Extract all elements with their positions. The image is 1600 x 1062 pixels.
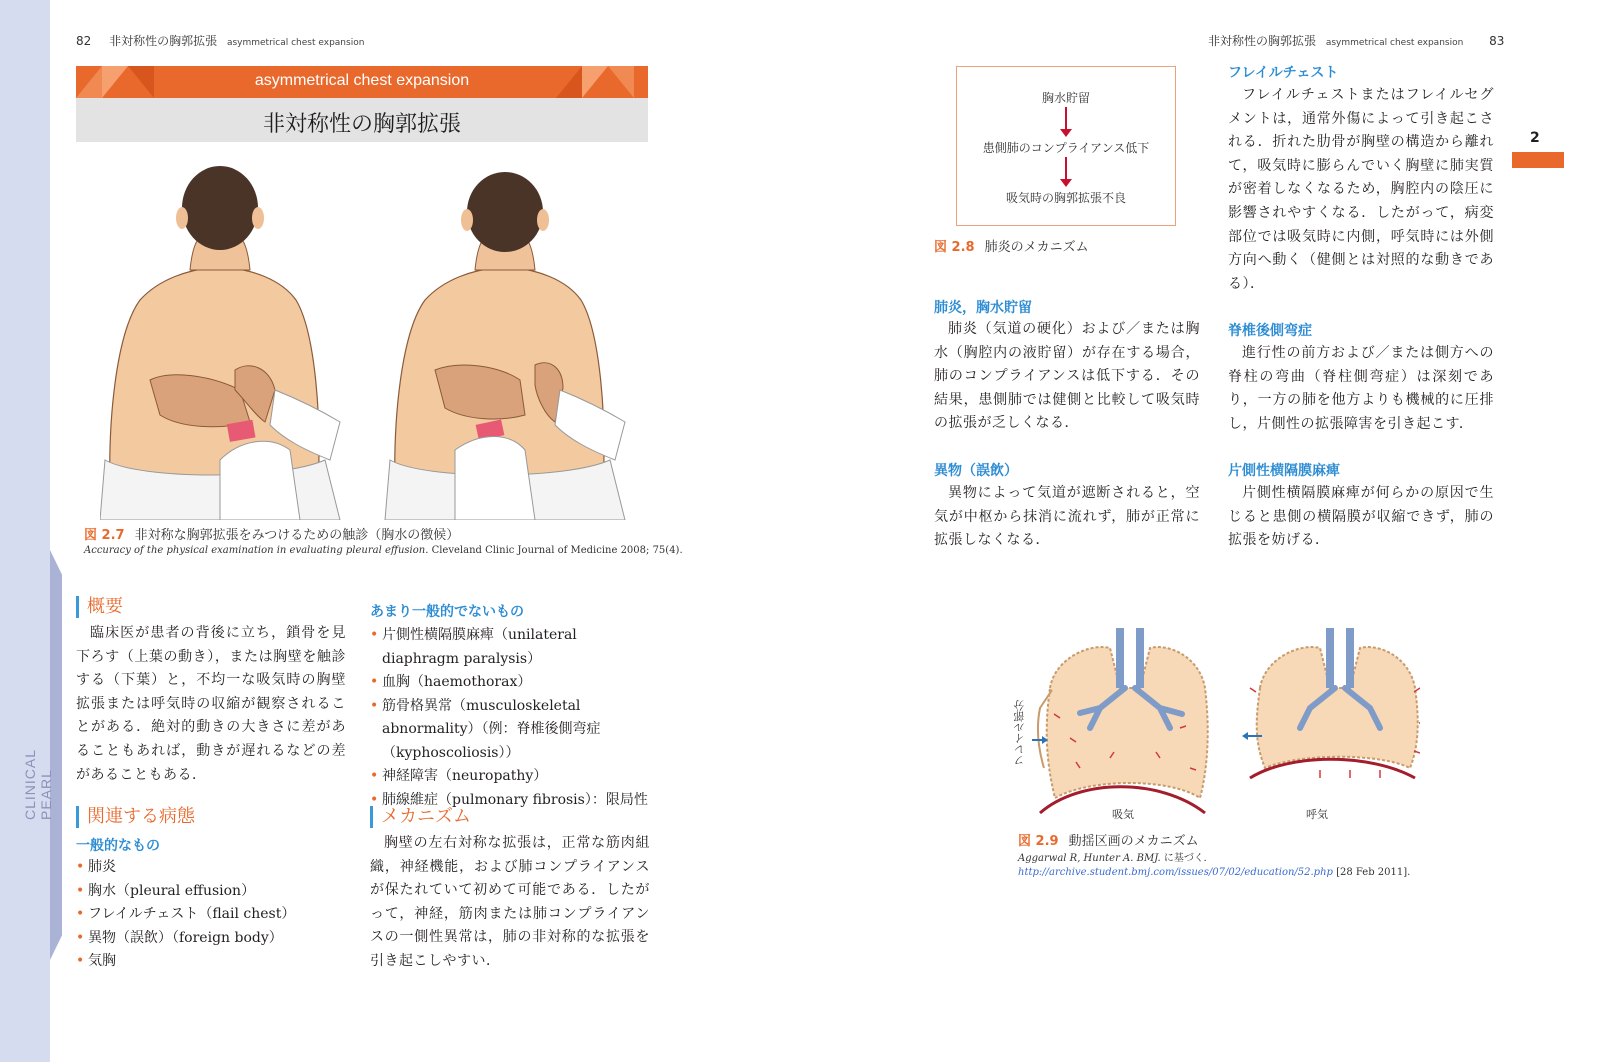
chapter-tab: [1512, 152, 1564, 168]
figure-2-7-caption-text: 非対称な胸郭拡張をみつけるための触診（胸水の徴候）: [134, 528, 460, 543]
figure-2-9-ref-authors: Aggarwal R, Hunter A. BMJ.: [1018, 853, 1161, 864]
running-head-right: [1208, 32, 1504, 49]
figure-2-9-lung-diagram: [1010, 628, 1420, 828]
list-item: • フレイルチェスト（flail chest）: [76, 903, 346, 927]
diaphragm-text: 片側性横隔膜麻痺が何らかの原因で生じると患側の横隔膜が収縮できず，肺の拡張を妨げる．: [1228, 485, 1494, 549]
overview-text: 臨床医が患者の背後に立ち，鎖骨を見下ろす（上葉の動き），または胸壁を触診する（下葉）と，不均一な吸気時の胸壁拡張または呼気時の収縮が観察されることがある．絶対的動きの大きさに差があることもあれば，動きが遅れるなどの差があることもある．: [76, 625, 346, 783]
flow-step-1: 胸水貯留: [1041, 91, 1090, 105]
flow-arrow-icon: [1065, 107, 1067, 131]
overview-heading: 概要: [76, 596, 123, 618]
expiration-label: 呼気: [1306, 808, 1328, 821]
mechanism-text: 胸壁の左右対称な拡張は，正常な筋肉組織，神経機能，および肺コンプライアンスが保たれていて初めて可能である．したがって，神経，筋肉または肺コンプライアンスの一側性異常は，肺の非対称的な拡張を引き起こしやすい．: [370, 835, 650, 969]
side-label: CLINICAL PEARL: [22, 749, 54, 820]
running-head-title: 非対称性の胸郭拡張: [1208, 34, 1317, 48]
foreign-body-heading: 異物（誤飲）: [934, 463, 1018, 479]
pneumonia-text: 肺炎（気道の硬化）および／または胸水（胸腔内の液貯留）が存在する場合，肺のコンプライアンスは低下する．その結果，患側肺では健側と比較して吸気時の拡張が乏しくなる．: [934, 321, 1200, 432]
figure-2-8-caption: [934, 236, 1089, 255]
flow-step-3: 吸気時の胸郭拡張不良: [1005, 191, 1126, 205]
palpation-illustration: [100, 160, 640, 520]
figure-2-7-number: 図 2.7: [84, 528, 125, 543]
flail-chest-heading: フレイルチェスト: [1228, 65, 1339, 81]
title-banner: [76, 66, 648, 98]
banner-title-en: asymmetrical chest expansion: [254, 72, 470, 89]
kyphoscoliosis-heading: 脊椎後側弯症: [1228, 323, 1312, 339]
list-item: • 胸水（pleural effusion）: [76, 880, 346, 904]
figure-2-9-ref-link[interactable]: http://archive.student.bmj.com/issues/07/02/education/52.php: [1018, 867, 1333, 878]
common-heading: 一般的なもの: [76, 838, 160, 854]
page-number-right: 83: [1489, 34, 1505, 48]
lung-inspiration: [1032, 628, 1208, 813]
diaphragm-heading: 片側性横隔膜麻痺: [1228, 463, 1340, 479]
figure-2-8-flowchart: [956, 66, 1176, 226]
figure-2-9-ref-date: [28 Feb 2011].: [1332, 867, 1411, 878]
patient-back-left: [100, 166, 340, 520]
page-title: 非対称性の胸郭拡張: [262, 112, 461, 137]
running-head-title-en: asymmetrical chest expansion: [1325, 38, 1464, 48]
figure-2-7-ref-source: Cleveland Clinic Journal of Medicine 2008; 75(4).: [428, 545, 683, 556]
list-item: • 神経障害（neuropathy）: [370, 765, 650, 789]
list-item: • 筋骨格異常（musculoskeletal abnormality）（例：脊椎後側弯症（kyphoscoliosis））: [370, 695, 650, 766]
lung-expiration: [1242, 628, 1420, 778]
list-item: • 肺炎: [76, 856, 346, 880]
figure-2-9-ref-based: に基づく．: [1160, 853, 1214, 864]
chapter-tab-number: 2: [1530, 130, 1540, 146]
running-head-title: 非対称性の胸郭拡張: [109, 34, 218, 48]
list-item: • 異物（誤飲）（foreign body）: [76, 927, 346, 951]
foreign-body-text: 異物によって気道が遮断されると，空気が中枢から抹消に流れず，肺が正常に拡張しなくなる．: [934, 485, 1200, 549]
related-heading: 関連する病態: [76, 806, 195, 828]
side-band: [0, 0, 54, 1062]
flow-arrowhead-icon: [1060, 179, 1072, 187]
patient-back-right: [385, 172, 625, 520]
figure-2-9-reference: [1018, 852, 1418, 880]
title-bar: [76, 98, 648, 142]
flow-arrowhead-icon: [1060, 129, 1072, 137]
common-conditions-list: [76, 856, 346, 974]
running-head-title-en: asymmetrical chest expansion: [226, 38, 365, 48]
kyphoscoliosis-text: 進行性の前方および／または側方への脊柱の弯曲（脊柱側弯症）は深刻であり，一方の肺を他方よりも機械的に圧排し，片側性の拡張障害を引き起こす．: [1228, 345, 1494, 432]
mechanism-heading: メカニズム: [370, 806, 471, 828]
figure-2-9-number: 図 2.9: [1018, 834, 1059, 849]
running-head-left: [76, 32, 364, 49]
list-item: • 片側性横隔膜麻痺（unilateral diaphragm paralysis）: [370, 624, 650, 671]
uncommon-conditions-list: [370, 624, 650, 812]
figure-2-9-caption-text: 動揺区画のメカニズム: [1068, 834, 1199, 849]
flail-chest-text: フレイルチェストまたはフレイルセグメントは，通常外傷によって引き起こされる．折れた肋骨が胸壁の構造から離れて，吸気時に膨らんでいく胸壁に肺実質が密着しなくなるため，胸腔内の陰圧に影響されやすくなる．したがって，病変部位では吸気時に内側，呼気時には外側方向へ動く（健側とは対照的な動きである）．: [1228, 87, 1494, 292]
list-item: • 肺線維症（pulmonary fibrosis）：限局性: [370, 789, 650, 813]
figure-2-9-caption: [1018, 830, 1199, 849]
flow-arrow-icon: [1065, 157, 1067, 181]
page-number-left: 82: [76, 34, 92, 48]
figure-2-7-ref-title: Accuracy of the physical examination in evaluating pleural effusion.: [84, 545, 429, 556]
figure-2-8-number: 図 2.8: [934, 240, 975, 255]
inspiration-label: 吸気: [1112, 808, 1134, 821]
figure-2-8-caption-text: 肺炎のメカニズム: [984, 240, 1089, 255]
figure-2-7-caption: [84, 524, 459, 543]
flow-step-2: 患側肺のコンプライアンス低下: [982, 141, 1150, 155]
list-item: • 血胸（haemothorax）: [370, 671, 650, 695]
figure-2-7-reference: [84, 545, 683, 556]
side-tab-marker: [50, 550, 62, 960]
list-item: • 気胸: [76, 950, 346, 974]
flail-segment-label: フレイル部分: [1013, 700, 1026, 766]
pneumonia-heading: 肺炎，胸水貯留: [934, 300, 1032, 316]
uncommon-heading: あまり一般的でないもの: [370, 604, 524, 620]
